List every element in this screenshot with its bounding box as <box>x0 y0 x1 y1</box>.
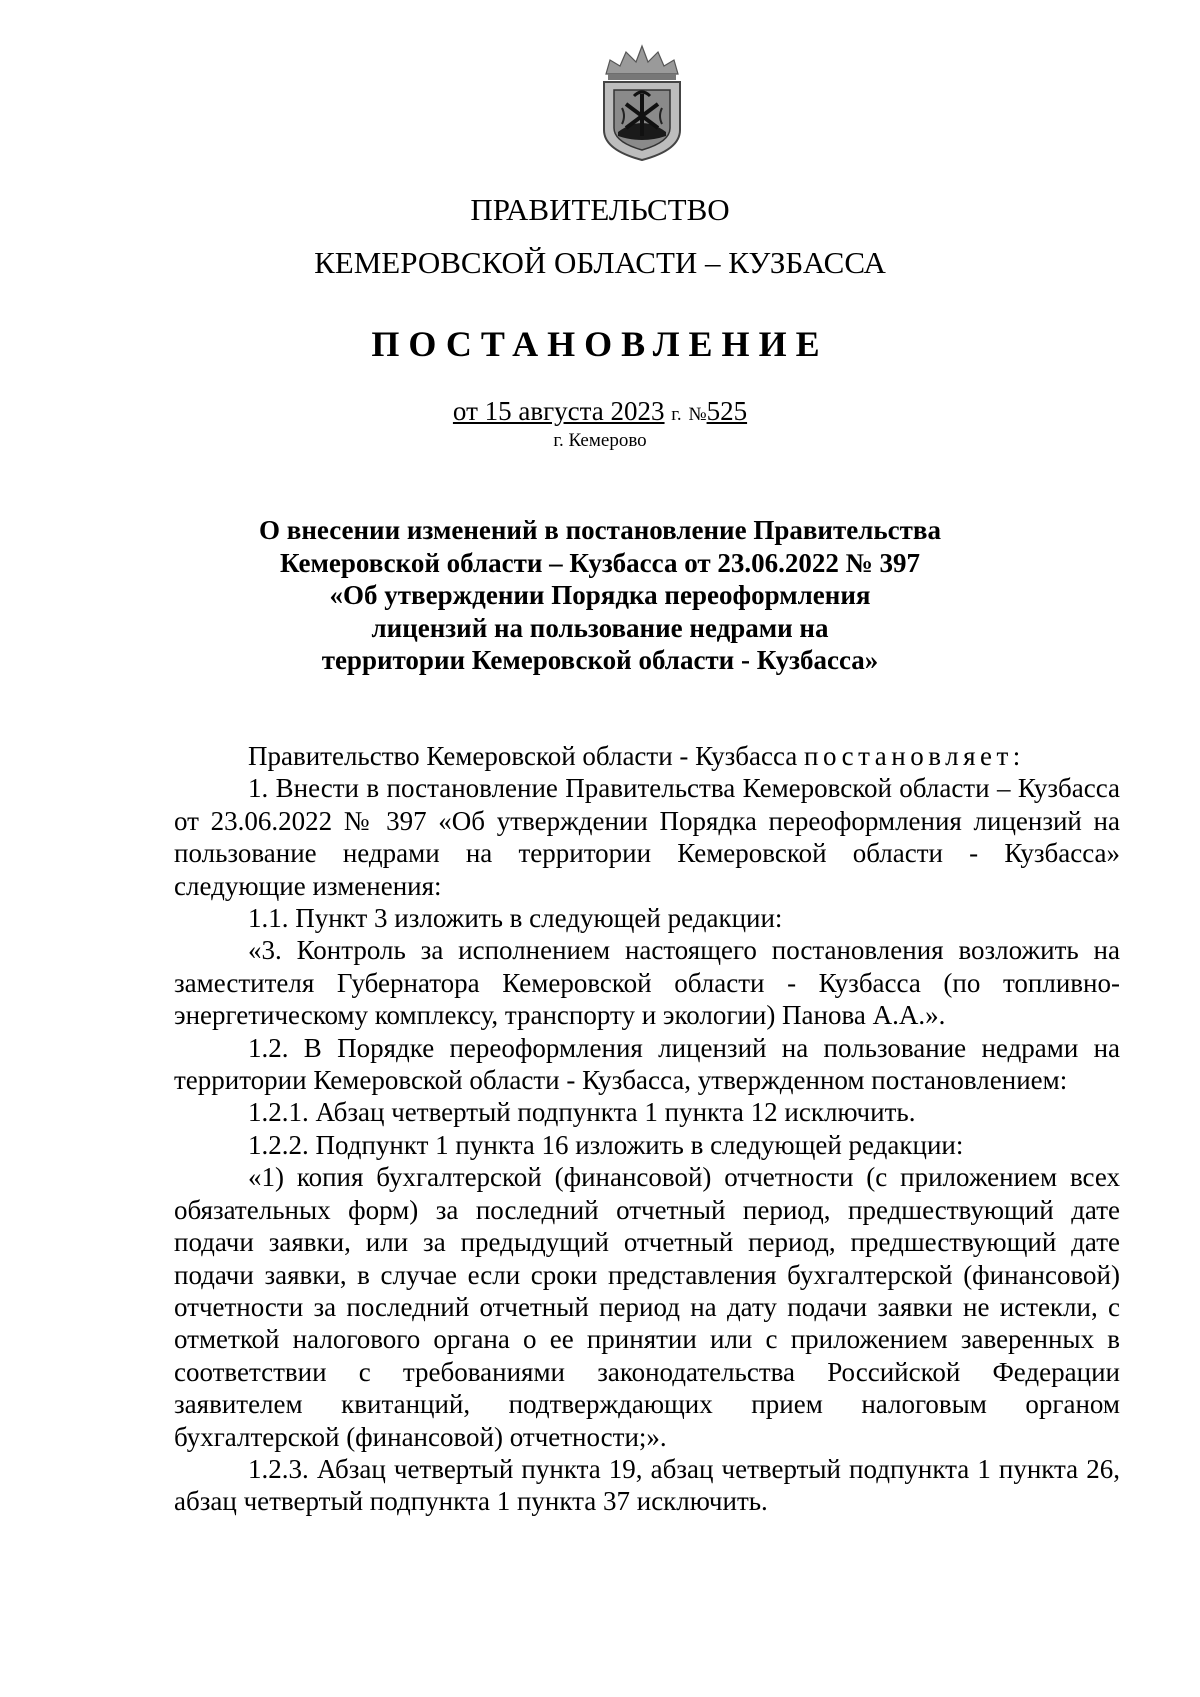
preamble-text: Правительство Кемеровской области - Кузбасса <box>248 741 798 771</box>
preamble-paragraph <box>174 740 1120 772</box>
subject-line: «Об утверждении Порядка переоформления <box>329 580 871 610</box>
subject-line: Кемеровской области – Кузбасса от 23.06.2022 № 397 <box>279 547 921 578</box>
number-sign: № <box>688 404 707 425</box>
government-name-line2: КЕМЕРОВСКОЙ ОБЛАСТИ – КУЗБАССА <box>314 245 886 280</box>
government-name-line1: ПРАВИТЕЛЬСТВО <box>470 192 730 227</box>
paragraph-1-2: 1.2. В Порядке переоформления лицензий на пользование недрами на территории Кемеровской области - Кузбасса, утвержденном постановлением: <box>174 1032 1120 1096</box>
year-suffix: г. <box>671 404 682 425</box>
paragraph-1: 1. Внести в постановление Правительства Кемеровской области – Кузбасса от 23.06.2022 № 397 «Об утверждении Порядка переоформления лицензий на пользование недрами на территории Кемеровской области - Кузбасса» следующие изменения: <box>174 773 1120 901</box>
document-subject <box>0 514 1200 677</box>
paragraph-1-1-text: «3. Контроль за исполнением настоящего постановления возложить на заместителя Губернатора Кемеровской области - Кузбасса (по топливно-энергетическому комплексу, транспорту и экологии) Панова А.А.». <box>174 935 1120 1031</box>
document-number: 525 <box>706 396 748 426</box>
kemerovo-region-coat-of-arms-icon <box>596 44 688 162</box>
subject-line: О внесении изменений в постановление Правительства <box>259 515 941 545</box>
document-date: от 15 августа 2023 <box>452 396 665 426</box>
preamble-verb: постановляет: <box>804 741 1025 771</box>
paragraph-1-1: 1.1. Пункт 3 изложить в следующей редакции: <box>248 903 783 934</box>
paragraph-1-2-2-text: «1) копия бухгалтерской (финансовой) отчетности (с приложением всех обязательных форм) за последний отчетный период, предшествующий дате подачи заявки, или за предыдущий отчетный период, предшествующий дате подачи заявки, в случае если сроки представления бухгалтерской (финансовой) отчетности за последний отчетный период на дату подачи заявки не истекли, с отметкой налогового органа о ее принятии или с приложением заверенных в соответствии с требованиями законодательства Российской Федерации заявителем квитанций, подтверждающих прием налоговым органом бухгалтерской (финансовой) отчетности;». <box>174 1162 1120 1452</box>
subject-line: территории Кемеровской области - Кузбасса» <box>321 645 879 675</box>
paragraph-1-2-3: 1.2.3. Абзац четвертый пункта 19, абзац четвертый подпункта 1 пункта 26, абзац четвертый подпункта 1 пункта 37 исключить. <box>174 1453 1120 1517</box>
document-type-title: ПОСТАНОВЛЕНИЕ <box>371 324 829 364</box>
document-body <box>174 740 1120 1518</box>
paragraph-1-2-1: 1.2.1. Абзац четвертый подпункта 1 пункта 12 исключить. <box>248 1097 916 1128</box>
subject-line: лицензий на пользование недрами на <box>371 612 829 643</box>
document-city: г. Кемерово <box>553 430 647 451</box>
paragraph-1-2-2: 1.2.2. Подпункт 1 пункта 16 изложить в следующей редакции: <box>248 1129 964 1160</box>
document-dateline <box>0 395 1200 431</box>
